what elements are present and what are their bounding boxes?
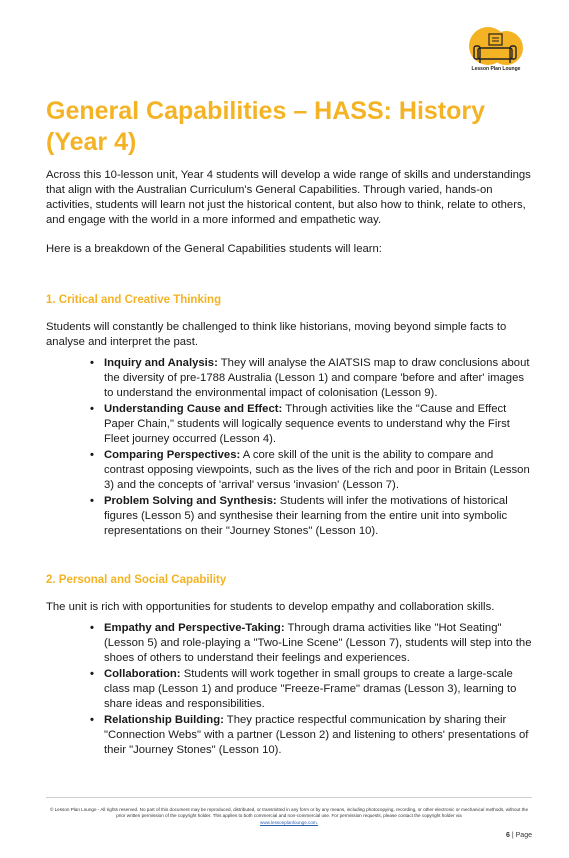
bullet-list: [46, 356, 532, 539]
intro-paragraph: Across this 10-lesson unit, Year 4 students will develop a wide range of skills and understandings that align with the Australian Curriculum's General Capabilities. Through varied, hands-on activities, students will learn not just the historical content, but also how to think, relate to others, and engage with the world in a more informed and empathetic way.: [46, 169, 531, 226]
bullet-term: Relationship Building:: [104, 714, 224, 726]
bullet-icon: •: [90, 622, 94, 634]
bullet-icon: •: [90, 714, 94, 726]
footer-divider: [46, 797, 532, 798]
bullet-icon: •: [90, 495, 94, 507]
list-item: [90, 621, 532, 666]
bullet-list: [46, 621, 532, 758]
page-number: 6 | Page: [506, 832, 532, 839]
list-item: [90, 448, 532, 493]
bullet-term: Collaboration:: [104, 668, 181, 680]
section-heading: 2. Personal and Social Capability: [46, 574, 227, 586]
bullet-icon: •: [90, 449, 94, 461]
copyright-text: © Lesson Plan Lounge - All rights reserved. No part of this document may be reproduced, distributed, or transmitted in any form or by any means, including photocopying, recording, or other electronic or mechanical methods, without the prior written permission of the copyright holder. This applies to both commercial and non-commercial use. For permission requests, please contact the copyright holder via: [49, 807, 529, 819]
list-item: [90, 667, 532, 712]
page-title: General Capabilities – HASS: History (Year 4): [46, 97, 486, 156]
footer-copyright: [46, 807, 532, 826]
sofa-logo-icon: [466, 26, 526, 70]
bullet-icon: •: [90, 357, 94, 369]
logo-text: Lesson Plan Lounge: [471, 66, 521, 72]
bullet-icon: •: [90, 668, 94, 680]
section-intro: Students will constantly be challenged to think like historians, moving beyond simple facts to analyse and interpret the past.: [46, 321, 507, 348]
bullet-text: Through drama activities like "Hot Seating" (Lesson 5) and role-playing a "Two-Line Scene" (Lesson 7), students will step into the shoes of others to understand their feelings and experiences.: [104, 622, 532, 664]
bullet-text: Through activities like the "Cause and Effect Paper Chain," students will logically sequence events to understand why the First Fleet journey occurred (Lesson 4).: [104, 403, 510, 445]
section-heading: 1. Critical and Creative Thinking: [46, 294, 222, 306]
list-item: [90, 402, 532, 447]
bullet-term: Comparing Perspectives:: [104, 449, 241, 461]
website-link[interactable]: www.lessonplanlounge.com.: [260, 819, 318, 825]
list-item: [90, 494, 532, 539]
bullet-text: Students will work together in small groups to create a large-scale class map (Lesson 1) and produce "Freeze-Frame" dramas (Lesson 3), learning to share ideas and responsibilities.: [104, 668, 517, 710]
bullet-text: Students will infer the motivations of historical figures (Lesson 5) and synthesise their learning from the entire unit into symbolic representations on their "Journey Stones" (Lesson 10).: [104, 495, 508, 537]
lead-paragraph: Here is a breakdown of the General Capabilities students will learn:: [46, 243, 382, 255]
bullet-icon: •: [90, 403, 94, 415]
bullet-term: Understanding Cause and Effect:: [104, 403, 283, 415]
page-label: Page: [515, 832, 532, 839]
bullet-term: Problem Solving and Synthesis:: [104, 495, 277, 507]
list-item: [90, 713, 532, 758]
main-content: [46, 168, 532, 759]
section-intro: The unit is rich with opportunities for students to develop empathy and collaboration skills.: [46, 601, 495, 613]
bullet-text: A core skill of the unit is the ability to compare and contrast opposing viewpoints, such as the lives of the rich and poor in Britain (Lesson 3) and the concepts of 'arrival' versus 'invasion' (Lesson 7).: [104, 449, 530, 491]
bullet-text: They practice respectful communication by sharing their "Connection Webs" with a partner (Lesson 2) and listening to others' presentations of their "Journey Stones" (Lesson 10).: [104, 714, 529, 756]
bullet-term: Inquiry and Analysis:: [104, 357, 218, 369]
page-number-value: 6: [506, 832, 510, 839]
list-item: [90, 356, 532, 401]
bullet-term: Empathy and Perspective-Taking:: [104, 622, 285, 634]
bullet-text: They will analyse the AIATSIS map to draw conclusions about the diversity of pre-1788 Australia (Lesson 1) and compare 'before and after' images to understand the environmental impact of colonisation (Lesson 9).: [104, 357, 530, 399]
